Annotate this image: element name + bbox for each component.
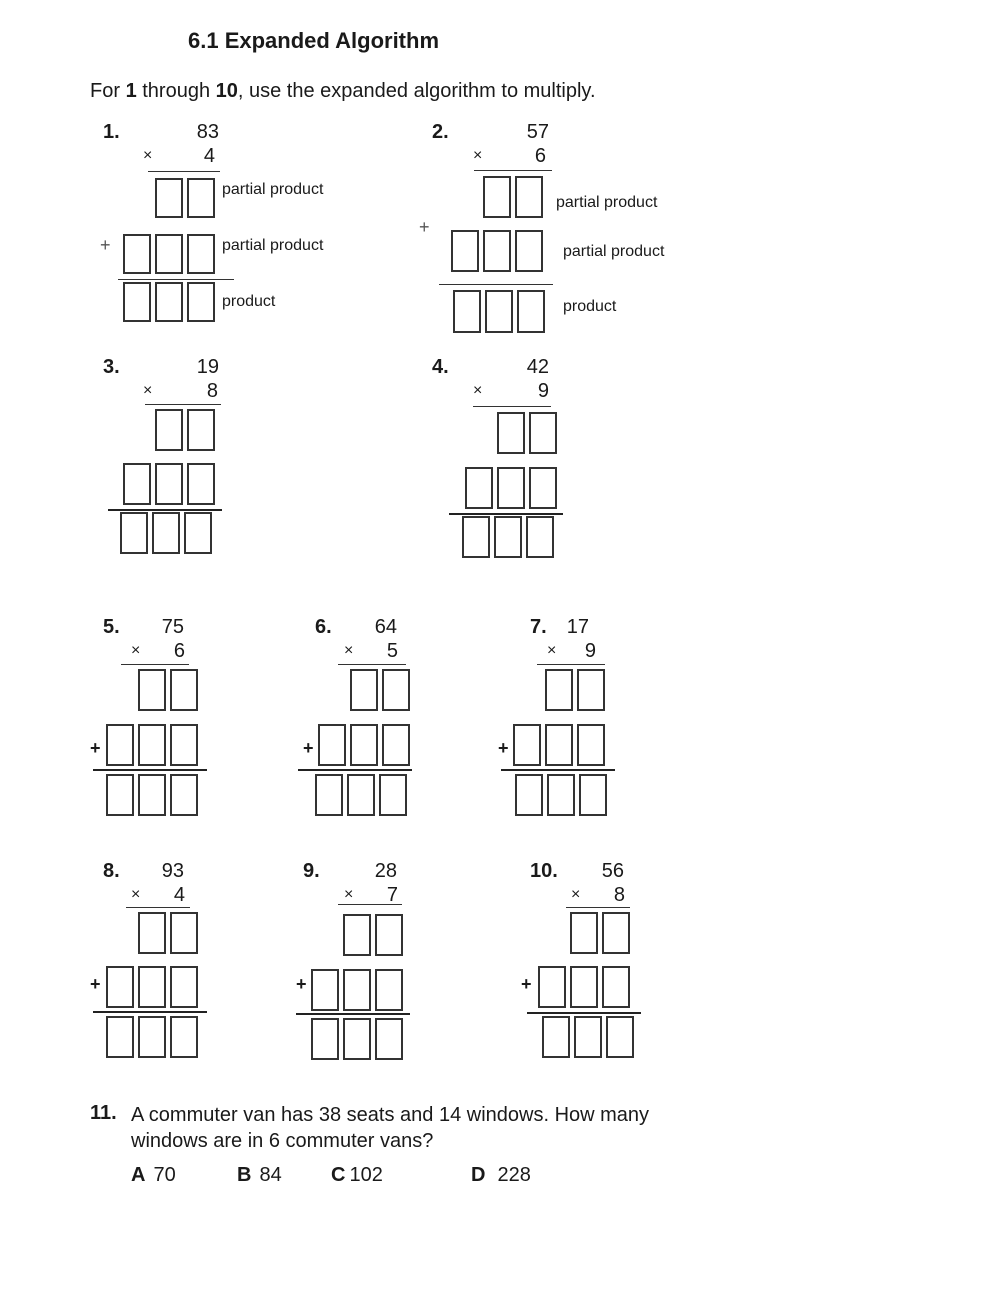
choice-d[interactable] [471, 1164, 531, 1187]
problem-number: 6. [315, 616, 332, 638]
answer-box[interactable] [152, 512, 180, 554]
divider-line [145, 404, 221, 405]
answer-box[interactable] [170, 966, 198, 1008]
divider-line [298, 769, 412, 771]
times-sign: × [344, 886, 354, 903]
divider-line [566, 907, 630, 908]
divider-line [108, 509, 222, 511]
times-sign: × [547, 642, 557, 659]
answer-box[interactable] [170, 669, 198, 711]
answer-box[interactable] [347, 774, 375, 816]
instructions-post: , use the expanded algorithm to multiply. [237, 80, 596, 102]
answer-box[interactable] [538, 966, 566, 1008]
plus-sign: + [296, 974, 307, 994]
answer-box[interactable] [577, 724, 605, 766]
answer-box[interactable] [155, 282, 183, 322]
multiplicand: 64 [374, 616, 397, 638]
plus-sign: + [303, 738, 314, 758]
multiplier: 4 [203, 145, 215, 167]
answer-box[interactable] [155, 234, 183, 274]
instructions-to: 10 [215, 80, 238, 102]
answer-box[interactable] [318, 724, 346, 766]
partial-product-label: partial product [563, 243, 665, 260]
answer-box[interactable] [526, 516, 554, 558]
multiplier: 7 [386, 884, 398, 906]
answer-box[interactable] [315, 774, 343, 816]
answer-box[interactable] [602, 912, 630, 954]
divider-line [474, 170, 552, 171]
answer-box[interactable] [602, 966, 630, 1008]
instructions-mid: through [136, 80, 216, 102]
answer-box[interactable] [606, 1016, 634, 1058]
answer-box[interactable] [106, 724, 134, 766]
answer-box[interactable] [545, 669, 573, 711]
answer-box[interactable] [138, 912, 166, 954]
problem-number: 9. [303, 860, 320, 882]
choice-value: 84 [259, 1164, 282, 1186]
divider-line [473, 406, 551, 407]
instructions-from: 1 [125, 80, 137, 102]
multiplicand: 75 [161, 616, 184, 638]
divider-line [449, 513, 563, 515]
answer-box[interactable] [570, 966, 598, 1008]
plus-sign: + [419, 217, 430, 237]
answer-box[interactable] [350, 724, 378, 766]
answer-box[interactable] [379, 774, 407, 816]
answer-box[interactable] [138, 1016, 166, 1058]
divider-line [338, 904, 402, 905]
divider-line [93, 769, 207, 771]
product-label: product [222, 293, 276, 310]
multiplicand: 42 [526, 356, 549, 378]
answer-box[interactable] [517, 290, 545, 333]
plus-sign: + [90, 738, 101, 758]
partial-product-label: partial product [222, 181, 324, 198]
answer-box[interactable] [515, 774, 543, 816]
answer-box[interactable] [375, 1018, 403, 1060]
times-sign: × [131, 642, 141, 659]
problem-number: 5. [103, 616, 120, 638]
answer-box[interactable] [106, 1016, 134, 1058]
answer-box[interactable] [542, 1016, 570, 1058]
times-sign: × [571, 886, 581, 903]
problem-number: 4. [432, 356, 449, 378]
partial-product-label: partial product [222, 237, 324, 254]
answer-box[interactable] [170, 912, 198, 954]
instructions [90, 80, 596, 103]
plus-sign: + [521, 974, 532, 994]
answer-box[interactable] [570, 912, 598, 954]
multiplicand: 83 [196, 121, 219, 143]
answer-box[interactable] [453, 290, 481, 333]
answer-box[interactable] [497, 412, 525, 454]
answer-box[interactable] [375, 969, 403, 1011]
multiplicand: 93 [161, 860, 184, 882]
answer-box[interactable] [138, 774, 166, 816]
answer-box[interactable] [529, 467, 557, 509]
times-sign: × [143, 382, 153, 399]
choice-letter: C [331, 1164, 346, 1186]
problem-number: 10. [530, 860, 558, 882]
answer-box[interactable] [120, 512, 148, 554]
divider-line [118, 279, 234, 280]
answer-box[interactable] [123, 463, 151, 505]
times-sign: × [131, 886, 141, 903]
question-number: 11. [90, 1102, 117, 1124]
multiplier: 8 [613, 884, 625, 906]
multiplier: 5 [386, 640, 398, 662]
answer-box[interactable] [187, 409, 215, 451]
answer-box[interactable] [483, 230, 511, 272]
choice-value: 228 [497, 1164, 531, 1186]
choice-a[interactable] [131, 1164, 176, 1187]
answer-box[interactable] [451, 230, 479, 272]
problem-number: 3. [103, 356, 120, 378]
page-title: 6.1 Expanded Algorithm [188, 28, 440, 53]
multiplier: 8 [206, 380, 218, 402]
instructions-pre: For [90, 80, 126, 102]
answer-box[interactable] [350, 669, 378, 711]
choice-letter: A [131, 1164, 146, 1186]
answer-box[interactable] [494, 516, 522, 558]
problem-number: 8. [103, 860, 120, 882]
problem-number: 1. [103, 121, 120, 143]
answer-box[interactable] [513, 724, 541, 766]
multiplier: 9 [584, 640, 596, 662]
multiplicand: 19 [196, 356, 219, 378]
answer-box[interactable] [574, 1016, 602, 1058]
answer-box[interactable] [343, 969, 371, 1011]
answer-box[interactable] [515, 230, 543, 272]
times-sign: × [473, 147, 483, 164]
multiplier: 6 [534, 145, 546, 167]
problem-number: 7. [530, 616, 547, 638]
choice-letter: B [237, 1164, 252, 1186]
answer-box[interactable] [170, 724, 198, 766]
plus-sign: + [90, 974, 101, 994]
answer-box[interactable] [311, 1018, 339, 1060]
answer-box[interactable] [184, 512, 212, 554]
divider-line [527, 1012, 641, 1014]
times-sign: × [473, 382, 483, 399]
multiplicand: 57 [526, 121, 549, 143]
answer-box[interactable] [155, 463, 183, 505]
answer-box[interactable] [465, 467, 493, 509]
answer-box[interactable] [343, 914, 371, 956]
answer-box[interactable] [187, 234, 215, 274]
answer-box[interactable] [375, 914, 403, 956]
answer-box[interactable] [138, 669, 166, 711]
multiplier: 4 [173, 884, 185, 906]
divider-line [296, 1013, 410, 1015]
answer-box[interactable] [545, 724, 573, 766]
choice-letter: D [471, 1164, 486, 1186]
problem-number: 2. [432, 121, 449, 143]
choice-b[interactable] [237, 1164, 282, 1187]
divider-line [537, 664, 605, 665]
choice-c[interactable] [331, 1164, 383, 1187]
answer-box[interactable] [485, 290, 513, 333]
answer-box[interactable] [483, 176, 511, 218]
divider-line [148, 171, 220, 172]
multiplicand: 17 [566, 616, 589, 638]
answer-box[interactable] [106, 966, 134, 1008]
multiplicand: 28 [374, 860, 397, 882]
divider-line [439, 284, 553, 285]
answer-box[interactable] [123, 282, 151, 322]
answer-box[interactable] [106, 774, 134, 816]
partial-product-label: partial product [556, 194, 658, 211]
answer-box[interactable] [547, 774, 575, 816]
answer-box[interactable] [138, 724, 166, 766]
answer-box[interactable] [155, 178, 183, 218]
divider-line [121, 664, 189, 665]
answer-box[interactable] [579, 774, 607, 816]
answer-box[interactable] [577, 669, 605, 711]
answer-box[interactable] [155, 409, 183, 451]
answer-box[interactable] [187, 463, 215, 505]
choice-value: 70 [153, 1164, 176, 1186]
divider-line [126, 907, 190, 908]
divider-line [93, 1011, 207, 1013]
answer-box[interactable] [515, 176, 543, 218]
answer-box[interactable] [311, 969, 339, 1011]
answer-box[interactable] [170, 774, 198, 816]
multiplier: 9 [537, 380, 549, 402]
product-label: product [563, 298, 617, 315]
answer-box[interactable] [138, 966, 166, 1008]
plus-sign: + [498, 738, 509, 758]
answer-box[interactable] [123, 234, 151, 274]
divider-line [501, 769, 615, 771]
answer-box[interactable] [187, 282, 215, 322]
times-sign: × [344, 642, 354, 659]
plus-sign: + [100, 235, 111, 255]
answer-box[interactable] [343, 1018, 371, 1060]
choice-value: 102 [349, 1164, 383, 1186]
answer-box[interactable] [462, 516, 490, 558]
answer-box[interactable] [497, 467, 525, 509]
answer-box[interactable] [382, 724, 410, 766]
answer-box[interactable] [529, 412, 557, 454]
divider-line [338, 664, 406, 665]
times-sign: × [143, 147, 153, 164]
multiplicand: 56 [601, 860, 624, 882]
answer-box[interactable] [187, 178, 215, 218]
answer-box[interactable] [170, 1016, 198, 1058]
answer-box[interactable] [382, 669, 410, 711]
multiplier: 6 [173, 640, 185, 662]
question-text: A commuter van has 38 seats and 14 windows. How many windows are in 6 commuter vans? [131, 1104, 650, 1152]
